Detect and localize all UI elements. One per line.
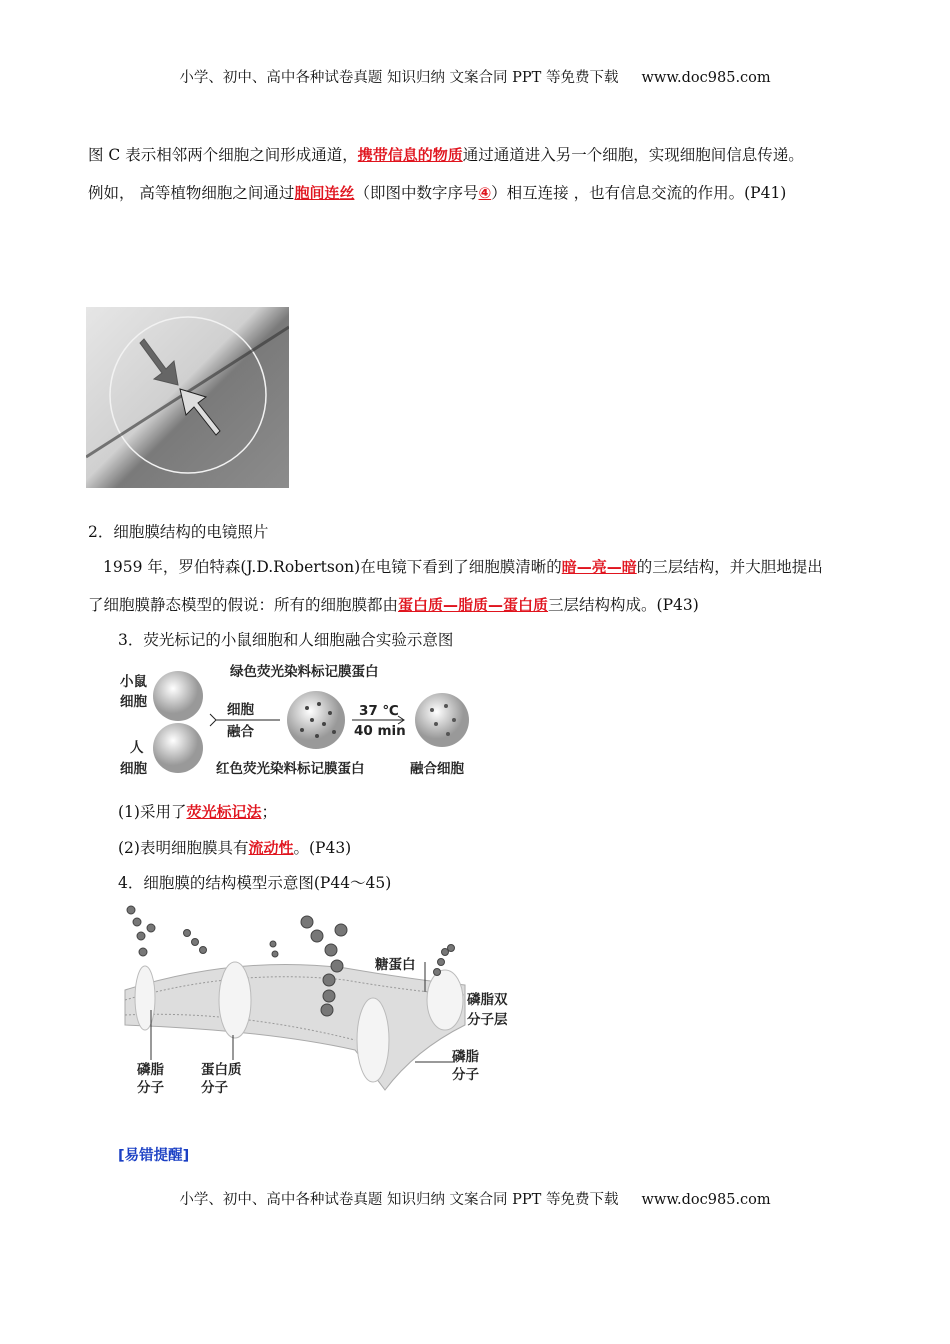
label-mouse: 小鼠 (120, 674, 147, 690)
label-phospholipid: 磷脂 (137, 1062, 164, 1078)
error-tip-heading: [易错提醒] (118, 1148, 190, 1164)
section-2-line-2 (88, 595, 699, 615)
text: 。(P43) (293, 839, 352, 857)
text: (2)表明细胞膜具有 (118, 839, 249, 857)
label-mouse: 细胞 (120, 694, 147, 710)
highlight: 流动性 (248, 839, 294, 857)
label-fuse: 细胞 (227, 702, 254, 718)
section-3-title: 3．荧光标记的小鼠细胞和人细胞融合实验示意图 (118, 631, 454, 649)
label-phospholipid: 分子 (137, 1080, 164, 1096)
highlight: 胞间连丝 (294, 184, 355, 202)
mouse-cell (153, 671, 203, 721)
text: 的三层结构，并大胆地提出 (636, 558, 823, 576)
item-1 (118, 802, 277, 822)
result-cell (415, 693, 469, 747)
text: （即图中数字序号 (354, 184, 479, 202)
item-2 (118, 838, 351, 858)
page-header (0, 68, 950, 88)
highlight: 携带信息的物质 (357, 146, 463, 164)
paragraph-1 (88, 145, 804, 165)
header-text: 小学、初中、高中各种试卷真题 知识归纳 文案合同 PPT 等免费下载 (179, 70, 619, 86)
micrograph-overlay (86, 307, 289, 488)
text: 例如， 高等植物细胞之间通过 (88, 184, 295, 202)
footer-url: www.doc985.com (641, 1192, 771, 1208)
label-red: 红色荧光染料标记膜蛋白 (216, 761, 365, 777)
membrane-model-diagram (115, 900, 535, 1125)
text: (1)采用了 (118, 803, 187, 821)
protein (219, 962, 251, 1038)
section-2-title: 2．细胞膜结构的电镜照片 (88, 523, 269, 541)
label-time: 40 min (354, 723, 406, 739)
text: ）相互连接 ，也有信息交流的作用。(P41) (491, 184, 787, 202)
label-bilayer: 磷脂双 (467, 992, 508, 1008)
label-green: 绿色荧光染料标记膜蛋白 (230, 664, 379, 680)
cell-fusion-diagram (112, 658, 482, 783)
electron-micrograph (86, 307, 289, 488)
label-fuse: 融合 (227, 724, 254, 740)
text: 图 C 表示相邻两个细胞之间形成通道， (88, 146, 358, 164)
section-2-line-1 (103, 557, 823, 577)
bilayer (125, 964, 465, 1090)
label-protein: 蛋白质 (201, 1062, 242, 1078)
fused-cell (287, 691, 345, 749)
header-url: www.doc985.com (641, 70, 771, 86)
protein (135, 966, 155, 1030)
protein (357, 998, 389, 1082)
label-glycoprotein: 糖蛋白 (375, 957, 416, 973)
label-human: 细胞 (120, 761, 147, 777)
text: 了细胞膜静态模型的假说：所有的细胞膜都由 (88, 596, 399, 614)
highlight-number: ④ (478, 184, 492, 202)
label-temp: 37 ℃ (359, 703, 399, 719)
protein (427, 970, 463, 1030)
text: ； (261, 803, 277, 821)
footer-text: 小学、初中、高中各种试卷真题 知识归纳 文案合同 PPT 等免费下载 (179, 1192, 619, 1208)
label-phospholipid: 分子 (452, 1067, 479, 1083)
human-cell (153, 723, 203, 773)
arrow-up-icon (180, 389, 220, 435)
section-4-title: 4．细胞膜的结构模型示意图(P44～45) (118, 874, 392, 892)
label-bilayer: 分子层 (467, 1012, 508, 1028)
label-phospholipid: 磷脂 (452, 1049, 479, 1065)
text: 三层结构构成。(P43) (548, 596, 699, 614)
page-footer (0, 1190, 950, 1210)
text: 1959 年，罗伯特森(J.D.Robertson)在电镜下看到了细胞膜清晰的 (103, 558, 562, 576)
highlight: 荧光标记法 (186, 803, 262, 821)
label-result: 融合细胞 (410, 761, 464, 777)
highlight: 暗—亮—暗 (561, 558, 637, 576)
text: 通过通道进入另一个细胞，实现细胞间信息传递。 (462, 146, 804, 164)
arrow-down-icon (140, 339, 178, 385)
highlight: 蛋白质—脂质—蛋白质 (398, 596, 549, 614)
label-protein: 分子 (201, 1080, 228, 1096)
label-human: 人 (130, 740, 144, 756)
paragraph-2 (88, 183, 786, 203)
